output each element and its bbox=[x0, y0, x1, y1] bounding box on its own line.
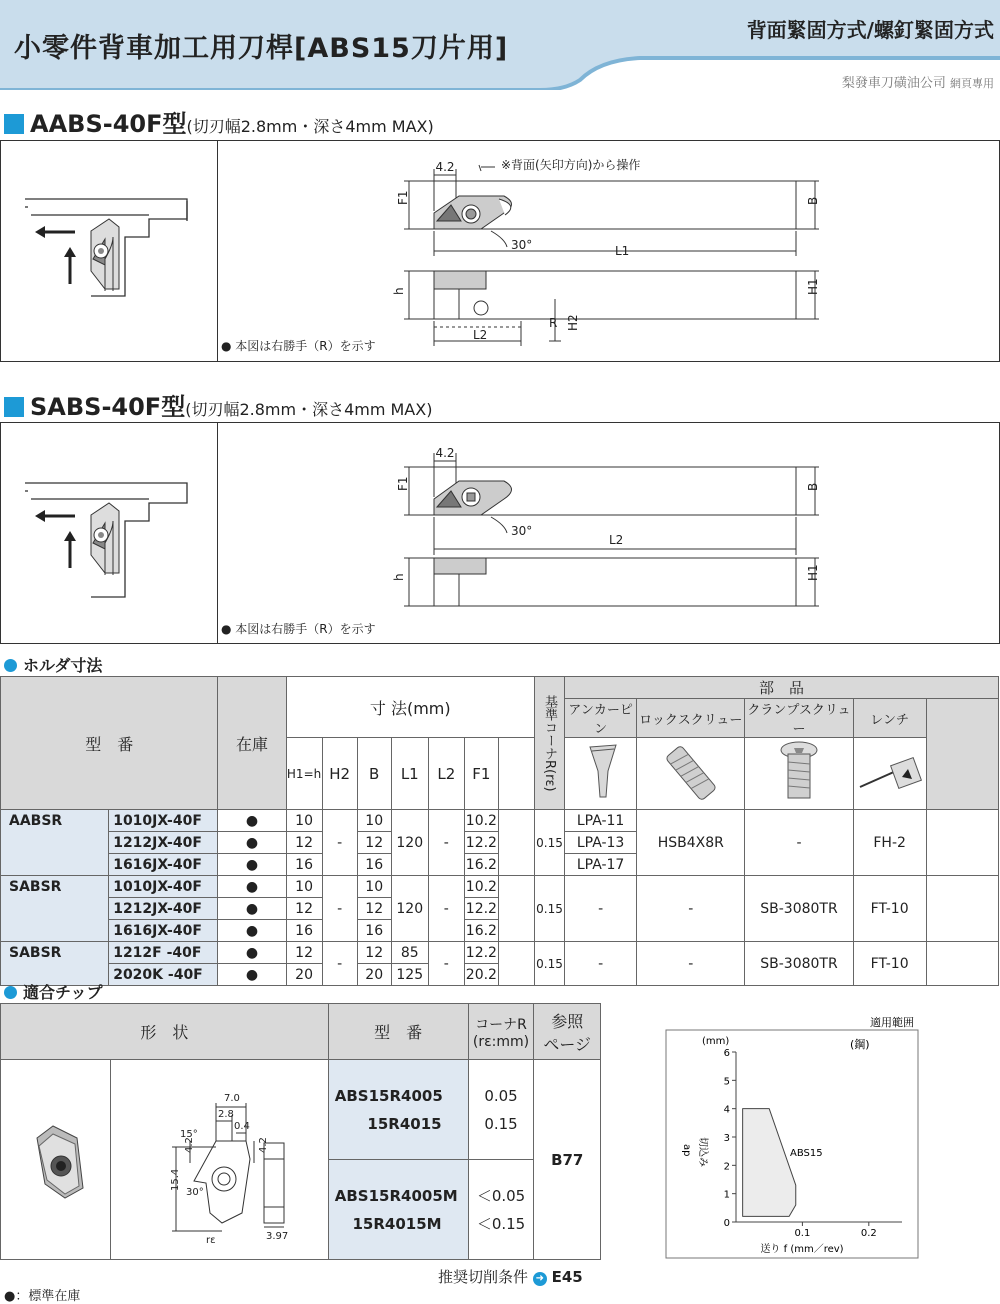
aabs-type-char: 型 bbox=[162, 110, 187, 138]
series-spacer bbox=[1, 832, 109, 854]
aabs-drawing-panel bbox=[0, 140, 1000, 362]
brand-label bbox=[842, 72, 994, 91]
holder-section-title bbox=[4, 653, 102, 676]
aabs-model: AABS-40F bbox=[30, 110, 163, 138]
aabs-dim-h1: H1 bbox=[806, 278, 820, 295]
sabs-spec: (切刃幅2.8mm・深さ4mm MAX) bbox=[185, 400, 433, 419]
cell-lock: - bbox=[637, 942, 745, 986]
col-wrench: レンチ bbox=[853, 699, 926, 738]
cell-f1: 20.2 bbox=[464, 964, 498, 986]
anchor-pin-image bbox=[565, 738, 637, 810]
up-arrow-icon bbox=[64, 531, 76, 568]
cond-page: E45 bbox=[551, 1268, 583, 1286]
chip-table bbox=[0, 1003, 601, 1260]
chart-unit: (mm) bbox=[702, 1036, 730, 1047]
feed-arrow-icon bbox=[35, 226, 75, 238]
chart-series-label: ABS15 bbox=[790, 1148, 823, 1159]
chart-ylabel-sym: ap bbox=[681, 1144, 692, 1157]
square-marker-icon bbox=[4, 114, 24, 134]
series-label: AABSR bbox=[1, 810, 109, 832]
chip-col-corner bbox=[468, 1004, 534, 1060]
stock-mark: ● bbox=[218, 920, 286, 942]
application-range-chart bbox=[662, 1012, 924, 1262]
chip-photo-cell bbox=[1, 1060, 111, 1260]
brand-name: 梨發車刀磺油公司 bbox=[841, 76, 946, 91]
cell-b: 12 bbox=[357, 898, 391, 920]
cell-anchor: - bbox=[565, 942, 637, 986]
chart-xlabel: 送り f (mm／rev) bbox=[760, 1244, 844, 1255]
cell-l2: - bbox=[428, 810, 464, 876]
chip-model-group-1 bbox=[328, 1060, 468, 1160]
cell-b: 10 bbox=[357, 810, 391, 832]
chart-y-tick-label: 5 bbox=[723, 1076, 730, 1088]
chip-code: ABS15R4005 bbox=[334, 1086, 443, 1105]
chip-ref-page[interactable]: B77 bbox=[534, 1060, 601, 1260]
cell-h1: 20 bbox=[286, 964, 322, 986]
panel-divider bbox=[217, 141, 218, 361]
anchor-pin-icon bbox=[576, 741, 626, 803]
col-stock: 在庫 bbox=[218, 677, 286, 810]
chip-corner: ＜0.15 bbox=[476, 1214, 526, 1233]
chip-dim-42b: 4.2 bbox=[258, 1136, 270, 1153]
cell-blank bbox=[498, 942, 534, 986]
sabs-dim-f1: F1 bbox=[396, 476, 410, 491]
chip-model-group-2 bbox=[328, 1160, 468, 1260]
cell-corner: 0.15 bbox=[534, 876, 564, 942]
clamping-method: 背面緊固方式/螺釘緊固方式 bbox=[746, 18, 994, 42]
stock-mark: ● bbox=[218, 832, 286, 854]
stock-legend: ●：標準在庫 bbox=[4, 1289, 81, 1304]
chip-ref-label2: ページ bbox=[543, 1034, 592, 1054]
chart-y-tick-label: 6 bbox=[723, 1048, 730, 1059]
chip-col-model: 型 番 bbox=[328, 1004, 468, 1060]
chart-y-tick-label: 4 bbox=[723, 1104, 730, 1116]
col-parts: 部 品 bbox=[565, 677, 999, 699]
chip-dim-30deg: 30° bbox=[186, 1186, 205, 1198]
cell-b: 12 bbox=[357, 832, 391, 854]
sabs-holder-drawing bbox=[219, 423, 999, 643]
cell-blank bbox=[498, 810, 534, 876]
chip-corner: 0.05 bbox=[484, 1086, 518, 1105]
holder-dimension-table bbox=[0, 676, 999, 986]
cell-empty bbox=[926, 876, 998, 942]
chip-ref-label: 参照 bbox=[551, 1011, 584, 1031]
cell-l1: 125 bbox=[391, 964, 428, 986]
stock-mark: ● bbox=[218, 942, 286, 964]
col-lock: ロックスクリュー bbox=[637, 699, 745, 738]
cell-l2: - bbox=[428, 876, 464, 942]
chip-section-title bbox=[4, 980, 103, 1003]
col-corner: 基準コーナR(rε) bbox=[534, 677, 564, 810]
chart-y-tick-label: 1 bbox=[723, 1189, 730, 1201]
square-marker-icon bbox=[4, 397, 24, 417]
series-spacer bbox=[1, 898, 109, 920]
sabs-type-char: 型 bbox=[161, 393, 186, 421]
stock-mark: ● bbox=[218, 810, 286, 832]
wrench-image bbox=[853, 738, 926, 810]
cutting-conditions-link[interactable] bbox=[438, 1266, 583, 1287]
sabs-dim-b: B bbox=[806, 482, 820, 491]
cell-l1: 85 bbox=[391, 942, 428, 964]
model-code: 1212JX-40F bbox=[109, 898, 218, 920]
aabs-dim-b: B bbox=[806, 196, 820, 205]
col-h2: H2 bbox=[322, 738, 357, 810]
clamp-screw-image bbox=[745, 738, 853, 810]
col-f1: F1 bbox=[464, 738, 498, 810]
chip-dimension-drawing bbox=[114, 1063, 324, 1253]
model-code: 1212JX-40F bbox=[109, 832, 218, 854]
chart-x-tick-label: 0.1 bbox=[794, 1228, 811, 1239]
lock-screw-image bbox=[637, 738, 745, 810]
cell-anchor: LPA-13 bbox=[565, 832, 637, 854]
cell-h1: 12 bbox=[286, 942, 322, 964]
cell-f1: 10.2 bbox=[464, 876, 498, 898]
chip-dim-42a: 4.2 bbox=[184, 1136, 196, 1153]
cell-b: 16 bbox=[357, 920, 391, 942]
aabs-dim-h: h bbox=[392, 287, 406, 295]
sabs-dim-l2: L2 bbox=[609, 533, 624, 547]
sabs-hand-note: ● 本図は右勝手（R）を示す bbox=[221, 622, 376, 636]
panel-divider bbox=[217, 423, 218, 643]
chip-corner-group-2 bbox=[468, 1160, 534, 1260]
sabs-dim-42: 4.2 bbox=[435, 446, 455, 460]
page-title: 小零件背車加工用刀桿[ABS15刀片用] bbox=[14, 33, 509, 64]
clamp-screw-icon bbox=[774, 740, 824, 804]
chip-code: 15R4015M bbox=[352, 1214, 442, 1233]
cell-h1: 16 bbox=[286, 920, 322, 942]
chip-dim-15deg: 15° bbox=[180, 1128, 199, 1140]
cell-clamp: - bbox=[745, 810, 853, 876]
cell-anchor: LPA-11 bbox=[565, 810, 637, 832]
cell-f1: 12.2 bbox=[464, 832, 498, 854]
chip-col-ref bbox=[534, 1004, 601, 1060]
cell-h1: 12 bbox=[286, 898, 322, 920]
chip-dim-70: 7.0 bbox=[224, 1092, 241, 1104]
cell-corner: 0.15 bbox=[534, 810, 564, 876]
cell-b: 10 bbox=[357, 876, 391, 898]
model-code: 1010JX-40F bbox=[109, 810, 218, 832]
cell-clamp: SB-3080TR bbox=[745, 876, 853, 942]
col-h1: H1=h bbox=[286, 738, 322, 810]
aabs-hand-note: ● 本図は右勝手（R）を示す bbox=[221, 339, 376, 353]
cell-h2: - bbox=[322, 876, 357, 942]
cell-h1: 12 bbox=[286, 832, 322, 854]
chip-dim-re: rε bbox=[206, 1234, 216, 1246]
cell-h2: - bbox=[322, 810, 357, 876]
chip-dim-397: 3.97 bbox=[266, 1230, 289, 1242]
sabs-model: SABS-40F bbox=[30, 393, 162, 421]
model-code: 1616JX-40F bbox=[109, 854, 218, 876]
cond-label: 推奨切削条件 bbox=[438, 1268, 529, 1286]
cell-f1: 16.2 bbox=[464, 854, 498, 876]
cell-wrench: FH-2 bbox=[853, 810, 926, 876]
chip-drawing-cell bbox=[110, 1060, 328, 1260]
cell-lock: - bbox=[637, 876, 745, 942]
cell-h1: 16 bbox=[286, 854, 322, 876]
brand-sub: 網頁專用 bbox=[950, 77, 994, 90]
chip-corner-unit: (rε:mm) bbox=[472, 1033, 530, 1050]
model-code: 2020K -40F bbox=[109, 964, 218, 986]
chip-insert-icon bbox=[5, 1098, 105, 1218]
cell-blank bbox=[498, 876, 534, 942]
col-dims: 寸 法(mm) bbox=[286, 677, 534, 738]
cell-anchor: - bbox=[565, 876, 637, 942]
aabs-section-title bbox=[4, 104, 434, 139]
aabs-dim-f1: F1 bbox=[396, 190, 410, 205]
sabs-section-title bbox=[4, 387, 432, 422]
circle-marker-icon bbox=[4, 986, 17, 999]
col-empty bbox=[926, 699, 998, 810]
chip-corner-group-1 bbox=[468, 1060, 534, 1160]
aabs-spec: (切刃幅2.8mm・深さ4mm MAX) bbox=[186, 117, 434, 136]
stock-mark: ● bbox=[218, 898, 286, 920]
sabs-dim-h1: H1 bbox=[806, 564, 820, 581]
aabs-dim-h2: H2 bbox=[566, 314, 580, 331]
col-l1: L1 bbox=[391, 738, 428, 810]
chip-corner: ＜0.05 bbox=[476, 1186, 526, 1205]
aabs-op-note: ※背面(矢印方向)から操作 bbox=[501, 158, 641, 172]
chip-code: 15R4015 bbox=[367, 1114, 442, 1133]
chart-x-tick-label: 0.2 bbox=[860, 1228, 877, 1239]
aabs-dim-angle: 30° bbox=[511, 238, 533, 252]
col-b: B bbox=[357, 738, 391, 810]
series-spacer bbox=[1, 854, 109, 876]
cell-h2: - bbox=[322, 942, 357, 986]
chip-col-shape: 形 状 bbox=[1, 1004, 329, 1060]
lock-screw-icon bbox=[661, 741, 721, 803]
cell-h1: 10 bbox=[286, 810, 322, 832]
cell-l2: - bbox=[428, 942, 464, 986]
cell-b: 20 bbox=[357, 964, 391, 986]
cell-empty bbox=[926, 942, 998, 986]
cell-f1: 10.2 bbox=[464, 810, 498, 832]
series-label: SABSR bbox=[1, 942, 109, 964]
model-code: 1616JX-40F bbox=[109, 920, 218, 942]
stock-mark: ● bbox=[218, 876, 286, 898]
cell-corner: 0.15 bbox=[534, 942, 564, 986]
chart-y-tick-label: 3 bbox=[723, 1133, 730, 1144]
wrench-icon bbox=[856, 747, 924, 797]
cell-h1: 10 bbox=[286, 876, 322, 898]
aabs-usage-diagram bbox=[1, 141, 217, 361]
chip-dim-154: 15.4 bbox=[170, 1168, 182, 1191]
aabs-dim-r: R bbox=[549, 316, 558, 330]
holder-title-text: ホルダ寸法 bbox=[23, 656, 103, 675]
page-header bbox=[0, 0, 1000, 90]
cell-empty bbox=[926, 810, 998, 876]
cell-f1: 12.2 bbox=[464, 898, 498, 920]
chip-dim-28: 2.8 bbox=[218, 1108, 235, 1120]
cell-l1: 120 bbox=[391, 810, 428, 876]
col-l2: L2 bbox=[428, 738, 464, 810]
series-spacer bbox=[1, 920, 109, 942]
arrow-circle-icon: ➜ bbox=[533, 1272, 547, 1286]
chip-corner: 0.15 bbox=[484, 1114, 518, 1133]
sabs-usage-diagram bbox=[1, 423, 217, 643]
cell-f1: 16.2 bbox=[464, 920, 498, 942]
sabs-dim-h: h bbox=[392, 573, 406, 581]
chart-ylabel: 切込み bbox=[697, 1137, 708, 1167]
stock-mark: ● bbox=[218, 854, 286, 876]
cell-b: 16 bbox=[357, 854, 391, 876]
col-blank bbox=[498, 738, 534, 810]
chip-corner-label: コーナR bbox=[475, 1016, 527, 1033]
chart-material: (鋼) bbox=[850, 1038, 870, 1051]
circle-marker-icon bbox=[4, 659, 17, 672]
aabs-dim-42: 4.2 bbox=[435, 160, 455, 174]
series-label: SABSR bbox=[1, 876, 109, 898]
feed-arrow-icon bbox=[35, 510, 75, 522]
chart-title: 適用範囲 bbox=[870, 1016, 914, 1029]
aabs-holder-drawing bbox=[219, 141, 999, 361]
chip-code: ABS15R4005M bbox=[334, 1186, 458, 1205]
model-code: 1212F -40F bbox=[109, 942, 218, 964]
aabs-dim-l2: L2 bbox=[473, 328, 488, 342]
chip-title-text: 適合チップ bbox=[23, 983, 103, 1002]
cell-l1: 120 bbox=[391, 876, 428, 942]
cell-wrench: FT-10 bbox=[853, 942, 926, 986]
stock-mark: ● bbox=[218, 964, 286, 986]
chip-dim-04: 0.4 bbox=[234, 1120, 251, 1132]
model-code: 1010JX-40F bbox=[109, 876, 218, 898]
cell-anchor: LPA-17 bbox=[565, 854, 637, 876]
sabs-dim-angle: 30° bbox=[511, 524, 533, 538]
chart-y-tick-label: 0 bbox=[723, 1218, 730, 1229]
col-anchor: アンカーピン bbox=[565, 699, 637, 738]
sabs-drawing-panel bbox=[0, 422, 1000, 644]
cell-f1: 12.2 bbox=[464, 942, 498, 964]
cell-b: 12 bbox=[357, 942, 391, 964]
col-clamp: クランプスクリュー bbox=[745, 699, 853, 738]
aabs-dim-l1: L1 bbox=[615, 244, 630, 258]
chart-y-tick-label: 2 bbox=[723, 1161, 730, 1173]
cell-lock: HSB4X8R bbox=[637, 810, 745, 876]
up-arrow-icon bbox=[64, 247, 76, 284]
col-model: 型 番 bbox=[1, 677, 218, 810]
cell-clamp: SB-3080TR bbox=[745, 942, 853, 986]
cell-wrench: FT-10 bbox=[853, 876, 926, 942]
